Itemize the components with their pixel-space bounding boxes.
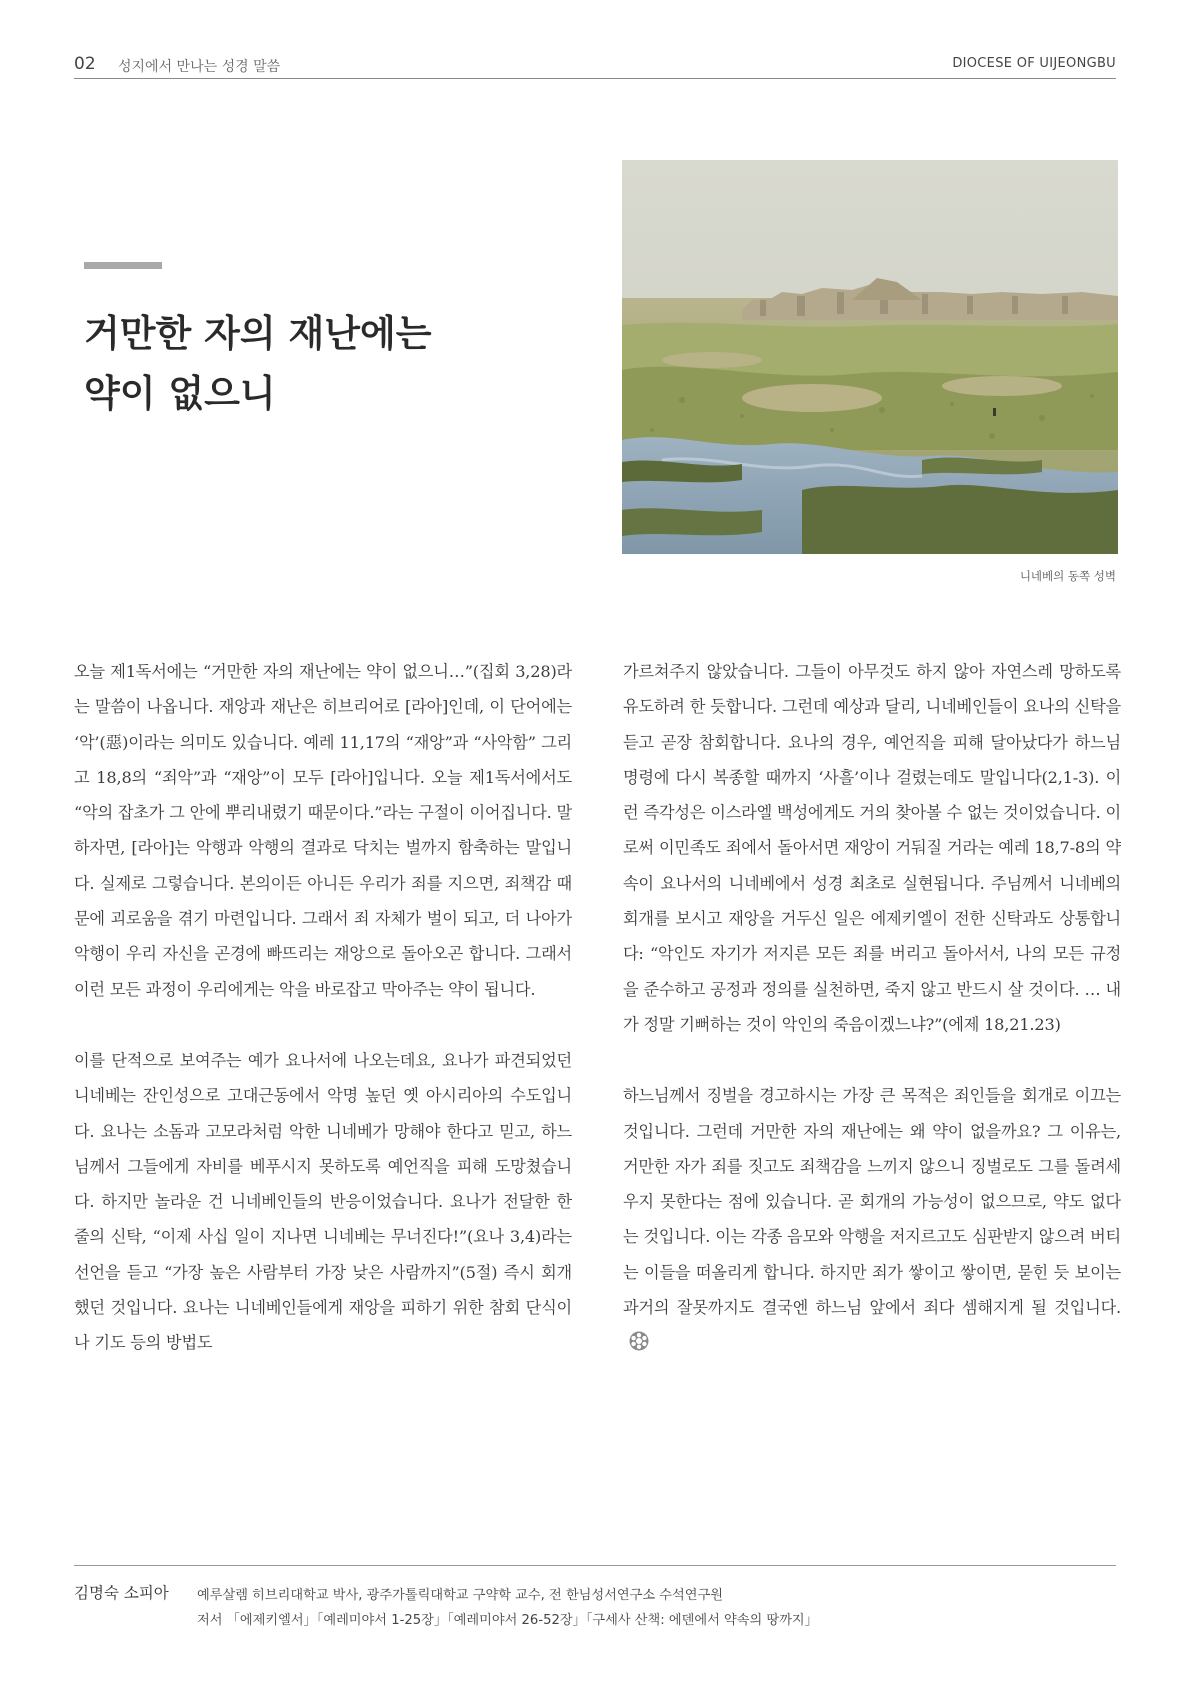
publisher-name: DIOCESE OF UIJEONGBU <box>952 56 1116 71</box>
body-paragraph: 이를 단적으로 보여주는 예가 요나서에 나오는데요, 요나가 파견되었던 니네베는 잔인성으로 고대근동에서 악명 높던 옛 아시리아의 수도입니다. 요나는 소돔과 고모라처럼 악한 니네베가 망해야 한다고 믿고, 하느님께서 그들에게 자비를 베푸시지 못하도록 예언직을 피해 도망쳤습니다. 하지만 놀라운 건 니네베인들의 반응이었습니다. 요나가 전달한 한 줄의 신탁, “이제 사십 일이 지나면 니네베는 무너진다!”(요나 3,4)라는 선언을 듣고 “가장 높은 사람부터 가장 낮은 사람까지”(5절) 즉시 회개했던 것입니다. 요나는 니네베인들에게 재앙을 피하기 위한 참회 단식이나 기도 등의 방법도 <box>74 1050 572 1353</box>
body-column-right <box>623 654 1121 1397</box>
author-works: 저서 「에제키엘서」「예레미야서 1-25장」「예레미야서 26-52장」「구세사 산책: 에덴에서 약속의 땅까지」 <box>197 1613 818 1628</box>
page-header <box>74 50 1116 79</box>
body-paragraph: 오늘 제1독서에는 “거만한 자의 재난에는 약이 없으니…”(집회 3,28)라는 말씀이 나옵니다. 재앙과 재난은 히브리어로 [라아]인데, 이 단어에는 ‘악’(惡)이라는 의미도 있습니다. 예레 11,17의 “재앙”과 “사악함” 그리고 18,8의 “죄악”과 “재앙”이 모두 [라아]입니다. 오늘 제1독서에서도 “악의 잡초가 그 안에 뿌리내렸기 때문이다.”라는 구절이 이어집니다. 말하자면, [라아]는 악행과 악행의 결과로 닥치는 벌까지 함축하는 말입니다. 실제로 그렇습니다. 본의이든 아니든 우리가 죄를 지으면, 죄책감 때문에 괴로움을 겪기 마련입니다. 그래서 죄 자체가 벌이 되고, 더 나아가 악행이 우리 자신을 곤경에 빠뜨리는 재앙으로 돌아오곤 합니다. 그래서 이런 모든 과정이 우리에게는 악을 바로잡고 막아주는 약이 됩니다. <box>74 662 572 999</box>
page-number: 02 <box>74 54 96 74</box>
photo-caption: 니네베의 동쪽 성벽 <box>1019 569 1116 583</box>
body-paragraph-text: 하느님께서 징벌을 경고하시는 가장 큰 목적은 죄인들을 회개로 이끄는 것입니다. 그런데 거만한 자의 재난에는 왜 약이 없을까요? 그 이유는, 거만한 자가 죄를 짓고도 죄책감을 느끼지 않으니 징벌로도 그를 돌려세우지 못한다는 점에 있습니다. 곧 회개의 가능성이 없으므로, 약도 없다는 것입니다. 이는 각종 음모와 악행을 저지르고도 심판받지 않으려 버티는 이들을 떠올리게 합니다. 하지만 죄가 쌓이고 쌓이면, 묻힌 듯 보이는 과거의 잘못까지도 결국엔 하느님 앞에서 죄다 셈해지게 될 것입니다. <box>623 1086 1121 1318</box>
end-of-article-icon <box>629 1328 649 1348</box>
title-accent-bar <box>84 262 162 269</box>
footer-divider <box>74 1565 1116 1566</box>
article-title-line-1: 거만한 자의 재난에는 <box>84 312 432 355</box>
section-title: 성지에서 만나는 성경 말씀 <box>118 59 281 75</box>
body-paragraph-last <box>623 1078 1121 1360</box>
author-bio: 예루살렘 히브리대학교 박사, 광주가톨릭대학교 구약학 교수, 전 한님성서연구소 수석연구원 <box>197 1588 724 1603</box>
author-info <box>197 1583 818 1633</box>
author-name: 김명숙 소피아 <box>74 1584 169 1602</box>
body-column-left <box>74 654 572 1397</box>
body-paragraph: 가르쳐주지 않았습니다. 그들이 아무것도 하지 않아 자연스레 망하도록 유도하려 한 듯합니다. 그런데 예상과 달리, 니네베인들이 요나의 신탁을 듣고 곧장 참회합니다. 요나의 경우, 예언직을 피해 달아났다가 하느님 명령에 다시 복종할 때까지 ‘사흘’이나 걸렸는데도 말입니다(2,1-3). 이런 즉각성은 이스라엘 백성에게도 거의 찾아볼 수 없는 것이었습니다. 이로써 이민족도 죄에서 돌아서면 재앙이 거둬질 거라는 예레 18,7-8의 약속이 요나서의 니네베에서 성경 최초로 실현됩니다. 주님께서 니네베의 회개를 보시고 재앙을 거두신 일은 에제키엘이 전한 신탁과도 상통합니다: “악인도 자기가 저지른 모든 죄를 버리고 돌아서서, 나의 모든 규정을 준수하고 공정과 정의를 실천하면, 죽지 않고 반드시 살 것이다. … 내가 정말 기뻐하는 것이 악인의 죽음이겠느냐?”(에제 18,21.23) <box>623 662 1121 1034</box>
article-title-line-2: 약이 없으니 <box>84 372 276 415</box>
nineveh-wall-photo <box>622 160 1118 554</box>
landscape-illustration <box>622 160 1118 554</box>
article-title <box>84 304 604 424</box>
